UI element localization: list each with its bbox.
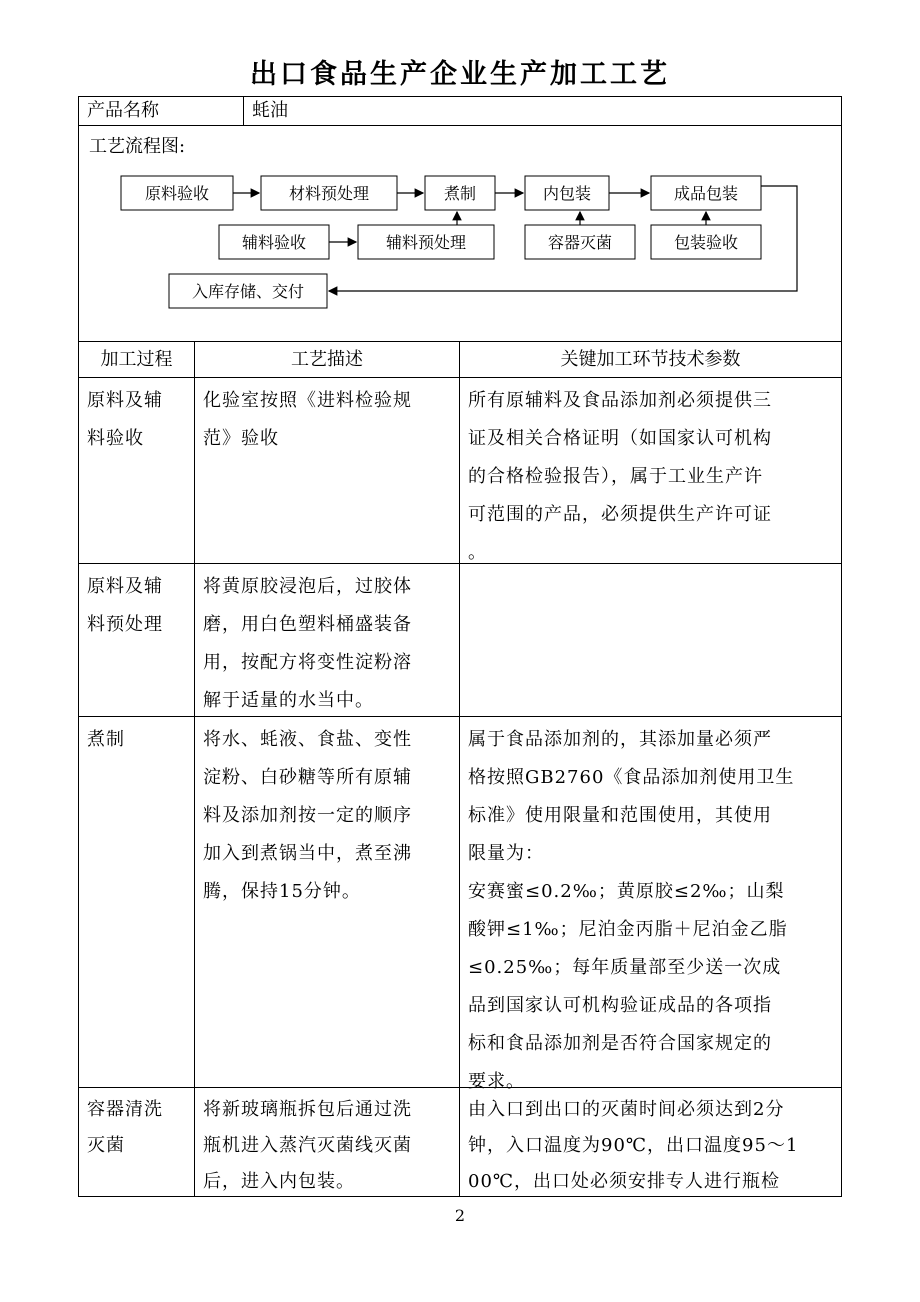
header-process: 加工过程 [78, 341, 195, 378]
row3-params: 属于食品添加剂的，其添加量必须严 格按照GB2760《食品添加剂使用卫生 标准》使用限量和范围使用，其使用 限量为： 安赛蜜≤0.2‰；黄原胶≤2‰；山梨 酸钾≤1‰；尼泊金丙脂＋尼泊金乙脂 ≤0.25‰；每年质量部至少送一次成 品到国家认可机构验证成品的各项指 标和食品添加剂是否符合国家规定的 要求。 [459, 716, 842, 1088]
node-inner-pack [525, 176, 609, 210]
row4-description: 将新玻璃瓶拆包后通过洗 瓶机进入蒸汽灭菌线灭菌 后，进入内包装。 [194, 1087, 460, 1197]
node-material-pre [261, 176, 397, 210]
product-value-cell [243, 96, 842, 126]
node-aux-accept [219, 225, 329, 259]
row1-process: 原料及辅 料验收 [78, 377, 195, 564]
header-params: 关键加工环节技术参数 [459, 341, 842, 378]
flow-chart-cell [78, 125, 842, 342]
row4-params: 由入口到出口的灭菌时间必须达到2分 钟，入口温度为90℃，出口温度95～1 00℃，出口处必须安排专人进行瓶检 [459, 1087, 842, 1197]
node-inner-pack-label: 内包装 [542, 184, 592, 203]
row2-params [459, 563, 842, 717]
product-label-cell [78, 96, 244, 126]
node-final-pack-label: 成品包装 [673, 184, 739, 203]
node-storage [169, 274, 327, 308]
flow-label: 工艺流程图: [89, 136, 186, 157]
node-raw-accept [121, 176, 233, 210]
node-cook-label: 煮制 [443, 184, 477, 203]
row3-process: 煮制 [78, 716, 195, 1088]
page-number: 2 [454, 1206, 466, 1225]
row4-process: 容器清洗 灭菌 [78, 1087, 195, 1197]
row3-description: 将水、蚝液、食盐、变性 淀粉、白砂糖等所有原辅 料及添加剂按一定的顺序 加入到煮锅当中，煮至沸 腾，保持15分钟。 [194, 716, 460, 1088]
node-raw-accept-label: 原料验收 [144, 184, 210, 203]
node-final-pack [651, 176, 761, 210]
row2-description: 将黄原胶浸泡后，过胶体 磨，用白色塑料桶盛装备 用，按配方将变性淀粉溶 解于适量的水当中。 [194, 563, 460, 717]
node-container-sterile-label: 容器灭菌 [547, 233, 613, 252]
node-aux-pre-label: 辅料预处理 [385, 233, 467, 252]
header-description: 工艺描述 [194, 341, 460, 378]
node-container-sterile [525, 225, 635, 259]
row1-description: 化验室按照《进料检验规 范》验收 [194, 377, 460, 564]
node-aux-pre [358, 225, 494, 259]
node-material-pre-label: 材料预处理 [288, 184, 370, 203]
row2-process: 原料及辅 料预处理 [78, 563, 195, 717]
node-pack-accept [651, 225, 761, 259]
product-value: 蚝油 [252, 100, 288, 121]
node-cook [425, 176, 495, 210]
product-label: 产品名称 [87, 100, 159, 121]
node-aux-accept-label: 辅料验收 [241, 233, 307, 252]
node-storage-label: 入库存储、交付 [191, 282, 305, 301]
row1-params: 所有原辅料及食品添加剂必须提供三 证及相关合格证明（如国家认可机构 的合格检验报告），属于工业生产许 可范围的产品，必须提供生产许可证 。 [459, 377, 842, 564]
page-title: 出口食品生产企业生产加工工艺 [250, 59, 670, 90]
node-pack-accept-label: 包装验收 [673, 233, 739, 252]
process-flow-diagram [79, 126, 841, 341]
